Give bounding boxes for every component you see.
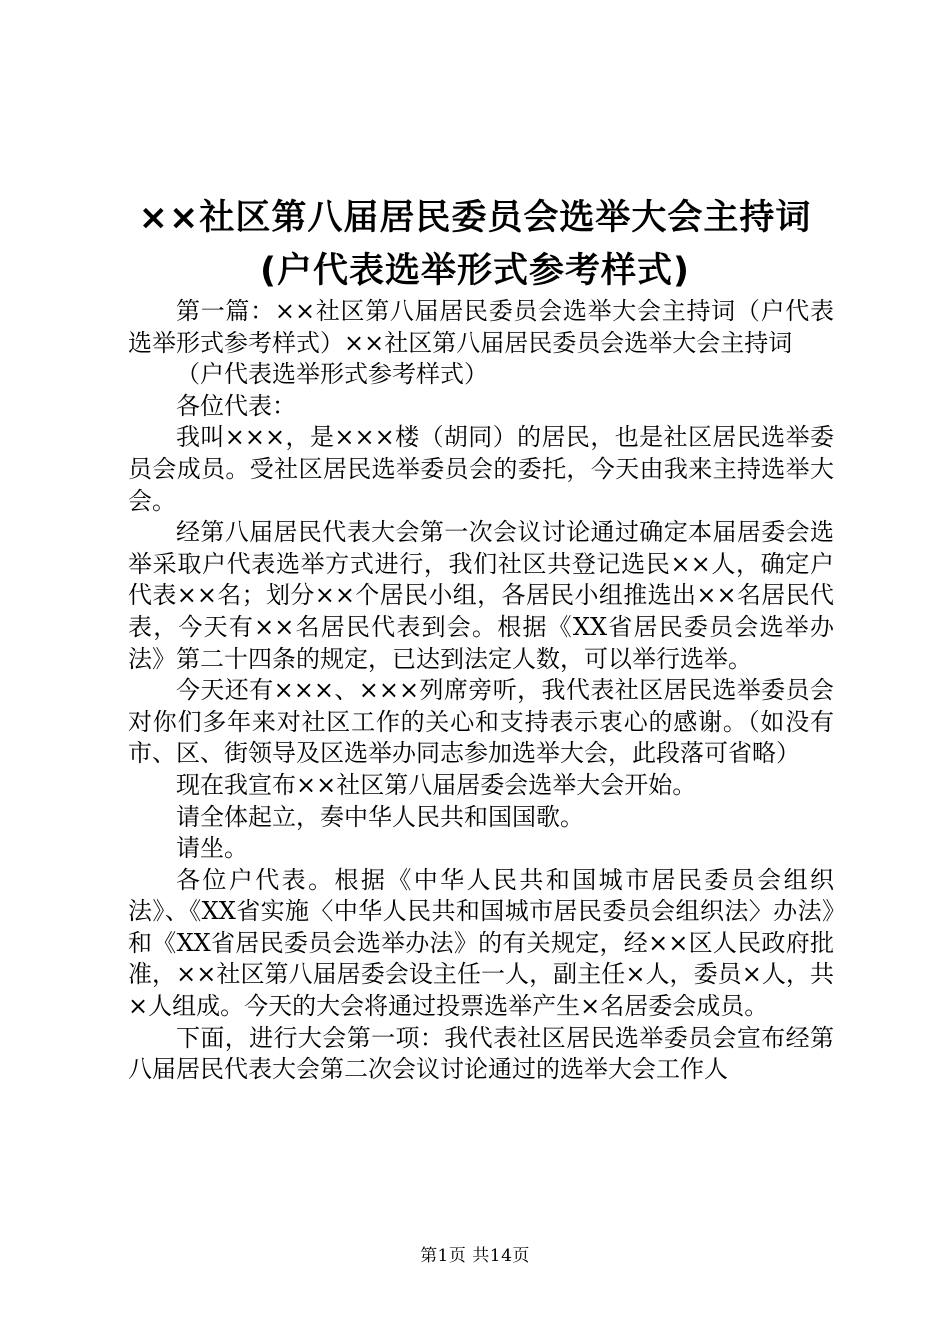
paragraph-7: 现在我宣布××社区第八届居委会选举大会开始。 (176, 770, 697, 799)
paragraph-10: 各位户代表。根据《中华人民共和国城市居民委员会组织法》、《XX省实施〈中华人民共和国城市居民委员会组织法〉办法》和《XX省居民委员会选举办法》的有关规定，经××区人民政府批准，××社区第八届居委会设主任一人，副主任×人，委员×人，共×人组成。今天的大会将通过投票选举产生×名居委会成员。 (128, 865, 834, 1021)
paragraph-5: 经第八届居民代表大会第一次会议讨论通过确定本届居委会选举采取户代表选举方式进行，我们社区共登记选民××人，确定户代表××名；划分××个居民小组，各居民小组推选出××名居民代表，今天有××名居民代表到会。根据《XX省居民委员会选举办法》第二十四条的规定，已达到法定人数，可以举行选举。 (128, 518, 834, 673)
paragraph-4: 我叫×××，是×××楼（胡同）的居民，也是社区居民选举委员会成员。受社区居民选举委员会的委托，今天由我来主持选举大会。 (128, 423, 834, 515)
document-title-line-2: (户代表选举形式参考样式) (260, 251, 690, 291)
document-title-line-1: ××社区第八届居民委员会选举大会主持词 (138, 198, 812, 238)
paragraph-9: 请坐。 (176, 834, 248, 863)
paragraph-8: 请全体起立，奏中华人民共和国国歌。 (176, 802, 584, 831)
paragraph-11: 下面，进行大会第一项：我代表社区居民选举委员会宣布经第八届居民代表大会第二次会议讨论通过的选举大会工作人 (128, 1023, 834, 1084)
page-footer: 第1页 共14页 (420, 1246, 530, 1266)
paragraph-6: 今天还有×××、×××列席旁听，我代表社区居民选举委员会对你们多年来对社区工作的关心和支持表示衷心的感谢。（如没有市、区、街领导及区选举办同志参加选举大会，此段落可省略） (128, 676, 834, 768)
document-body (128, 296, 834, 1086)
paragraph-3: 各位代表： (176, 391, 296, 420)
paragraph-1: 第一篇：××社区第八届居民委员会选举大会主持词（户代表选举形式参考样式）××社区第八届居民委员会选举大会主持词 (128, 297, 834, 357)
paragraph-2: （户代表选举形式参考样式） (176, 360, 488, 389)
